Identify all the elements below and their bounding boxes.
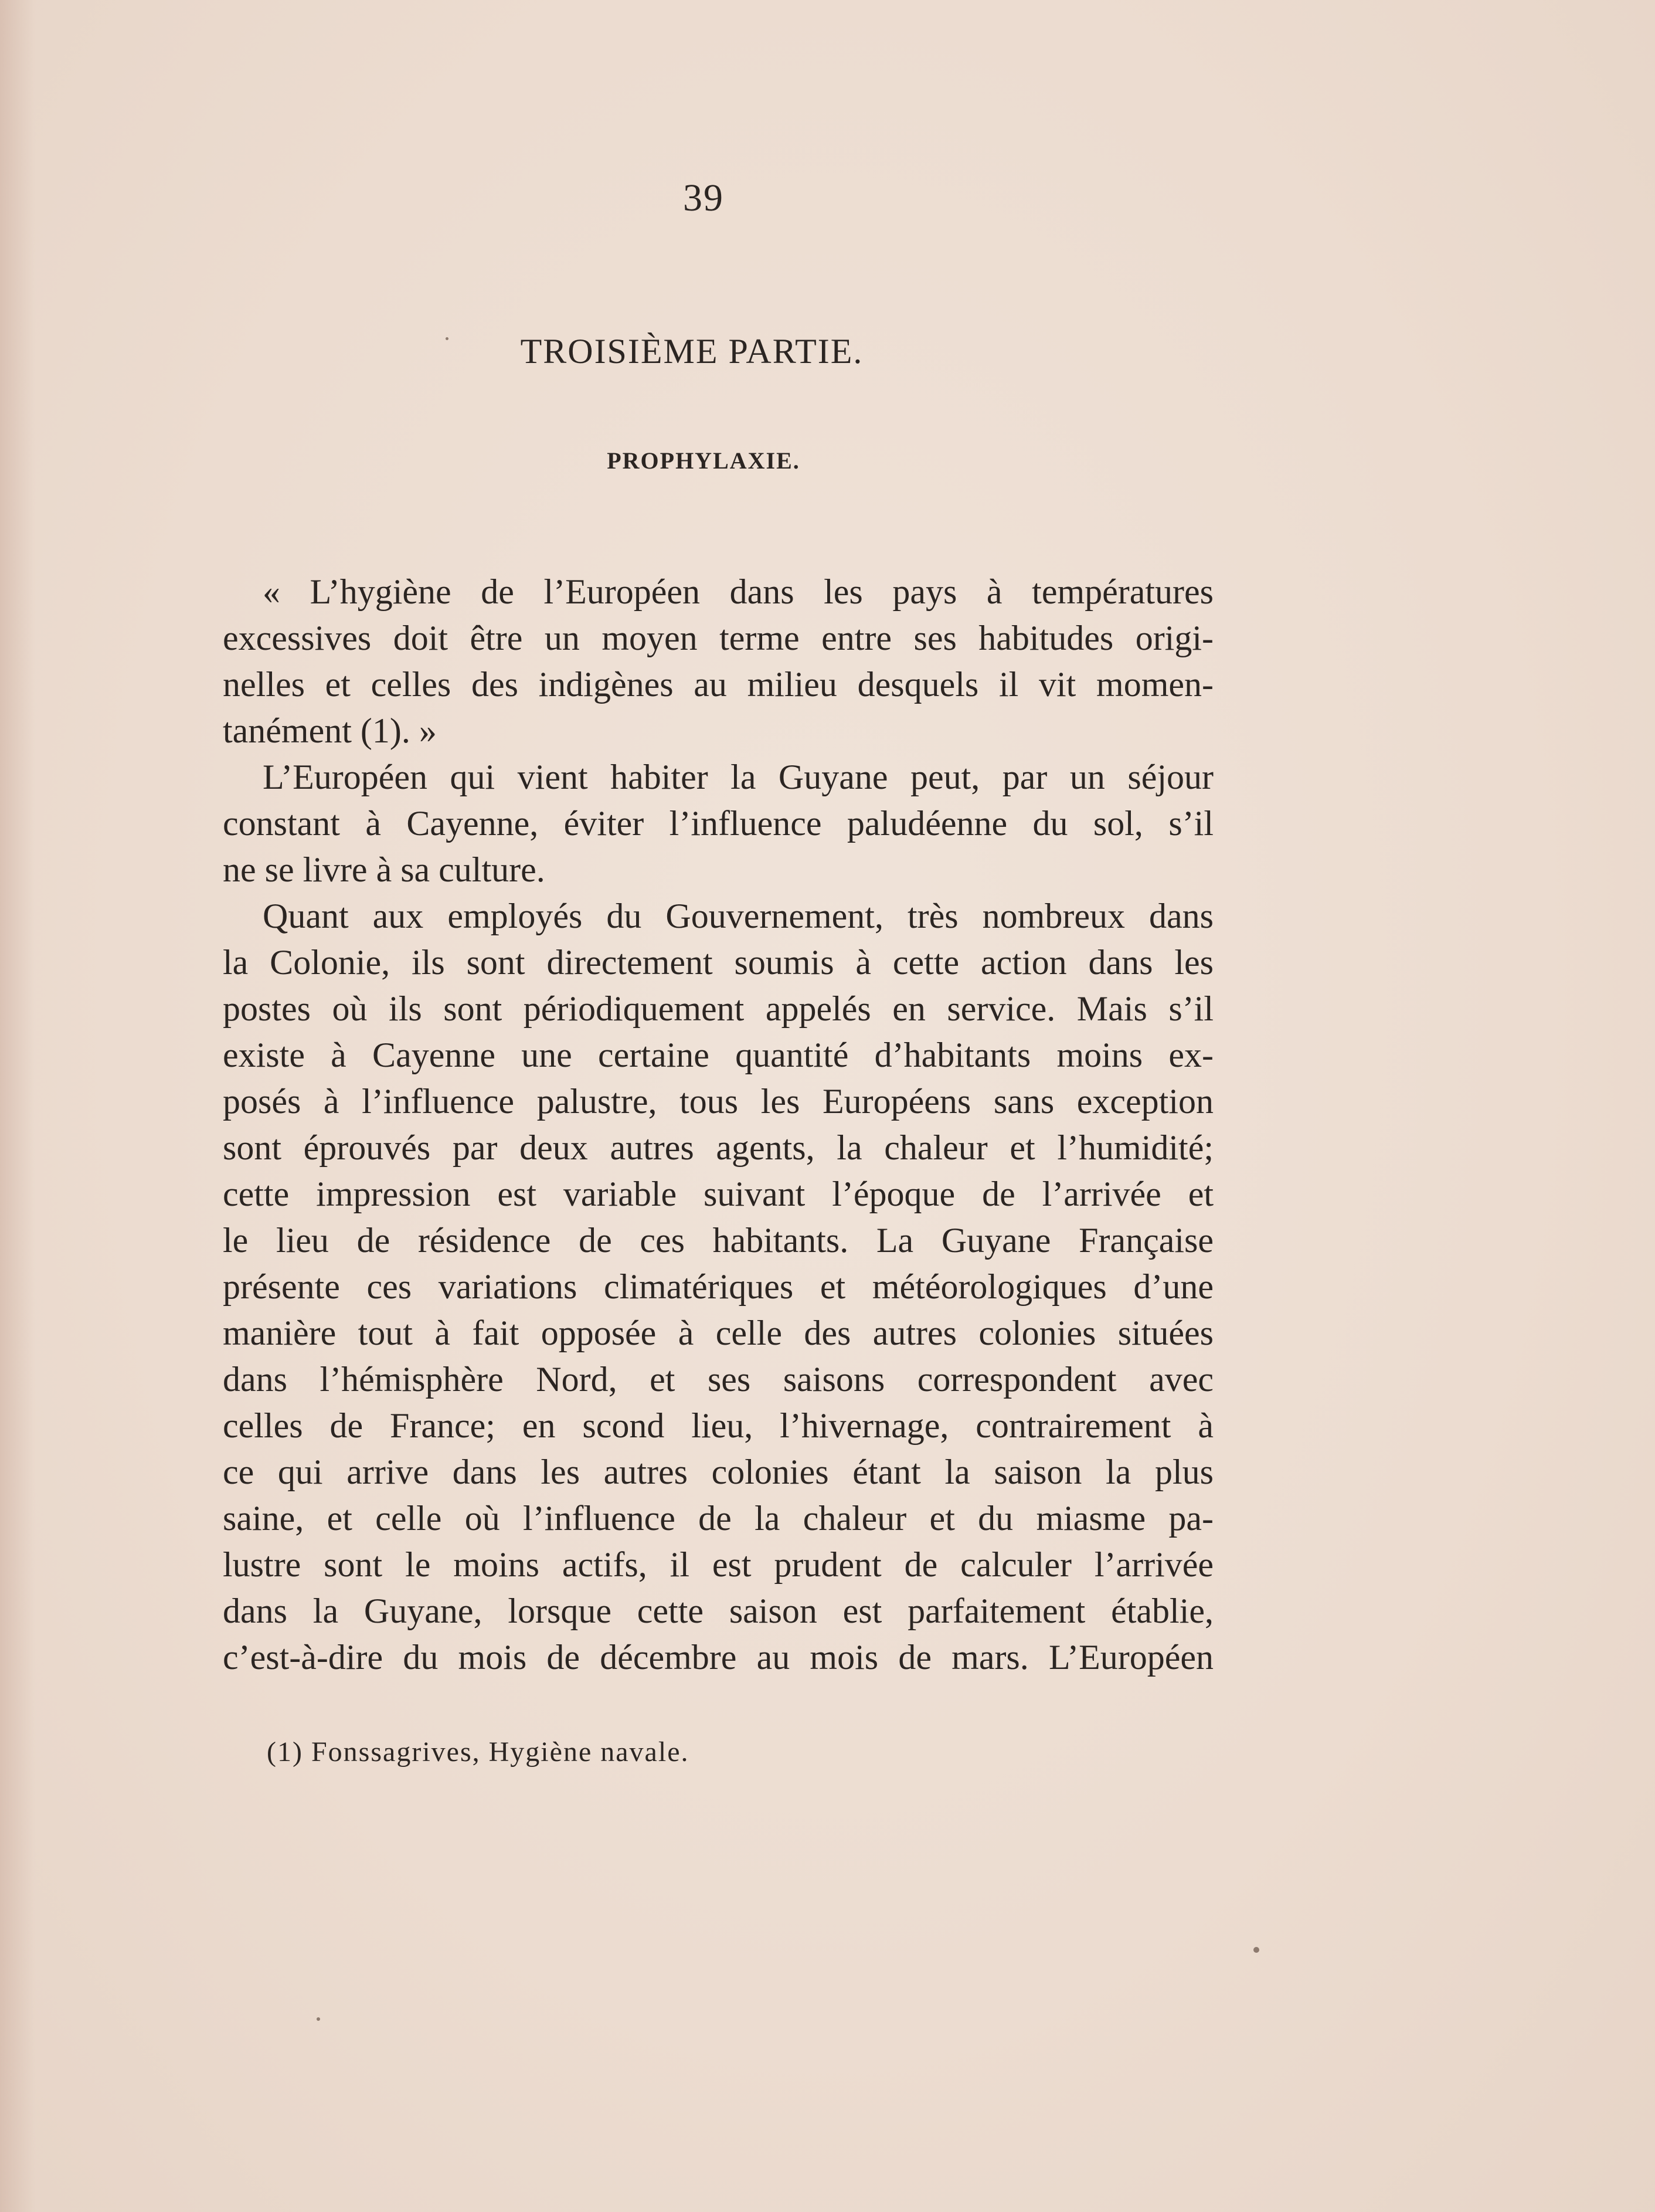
paper-speck <box>446 337 448 340</box>
text-line: présente ces variations climatériques et météorologiques d’une <box>223 1267 1214 1306</box>
body-text <box>223 569 1214 1681</box>
paper-speck <box>1253 1947 1259 1953</box>
text-line: tanément (1). » <box>223 711 437 750</box>
text-line: dans la Guyane, lorsque cette saison est parfaitement établie, <box>223 1592 1214 1630</box>
part-title: TROISIÈME PARTIE. <box>520 332 864 371</box>
text-line: L’Européen qui vient habiter la Guyane peut, par un séjour <box>263 758 1214 796</box>
text-line: le lieu de résidence de ces habitants. La Guyane Française <box>223 1221 1214 1260</box>
paper-speck <box>317 2017 320 2021</box>
text-line: nelles et celles des indigènes au milieu desquels il vit momen- <box>223 665 1214 704</box>
section-title: PROPHYLAXIE. <box>607 447 800 474</box>
text-line: saine, et celle où l’influence de la chaleur et du miasme pa- <box>223 1499 1214 1538</box>
text-line: Quant aux employés du Gouvernement, très nombreux dans <box>263 897 1214 935</box>
text-line: ne se livre à sa culture. <box>223 850 545 889</box>
text-line: « L’hygiène de l’Européen dans les pays à températures <box>263 572 1214 611</box>
text-line: sont éprouvés par deux autres agents, la chaleur et l’humidité; <box>223 1128 1214 1167</box>
text-line: existe à Cayenne une certaine quantité d’habitants moins ex- <box>223 1036 1214 1074</box>
page-edge-shadow <box>0 0 35 2212</box>
text-line: constant à Cayenne, éviter l’influence paludéenne du sol, s’il <box>223 804 1214 843</box>
text-line: manière tout à fait opposée à celle des autres colonies situées <box>223 1314 1214 1352</box>
text-line: c’est-à-dire du mois de décembre au mois de mars. L’Européen <box>223 1638 1214 1677</box>
footnote: (1) Fonssagrives, Hygiène navale. <box>267 1736 689 1767</box>
text-line: la Colonie, ils sont directement soumis à cette action dans les <box>223 943 1214 982</box>
text-line: postes où ils sont périodiquement appelés en service. Mais s’il <box>223 989 1214 1028</box>
text-line: posés à l’influence palustre, tous les Européens sans exception <box>223 1082 1214 1121</box>
text-line: lustre sont le moins actifs, il est prudent de calculer l’arrivée <box>223 1545 1214 1584</box>
text-line: celles de France; en scond lieu, l’hivernage, contrairement à <box>223 1406 1214 1445</box>
text-line: cette impression est variable suivant l’époque de l’arrivée et <box>223 1175 1214 1213</box>
page-number: 39 <box>683 177 724 219</box>
text-line: excessives doit être un moyen terme entre ses habitudes origi- <box>223 619 1214 657</box>
text-line: dans l’hémisphère Nord, et ses saisons correspondent avec <box>223 1360 1214 1399</box>
text-line: ce qui arrive dans les autres colonies étant la saison la plus <box>223 1453 1214 1491</box>
